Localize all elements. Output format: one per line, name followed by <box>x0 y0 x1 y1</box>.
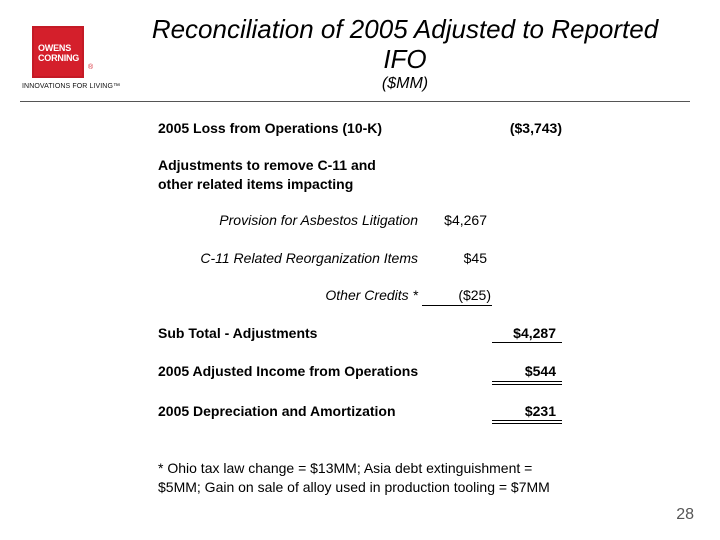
other-credits-underline <box>422 305 492 306</box>
logo-line-1: OWENS <box>38 43 72 53</box>
logo-line-2: CORNING <box>38 53 80 63</box>
dep-amort-double-underline-bottom <box>492 423 562 424</box>
footnote-line-2: $5MM; Gain on sale of alloy used in production tooling = $7MM <box>158 479 550 495</box>
adjusted-income-double-underline-top <box>492 381 562 382</box>
loss-from-ops-label: 2005 Loss from Operations (10-K) <box>158 120 383 136</box>
adjusted-income-value: $544 <box>524 363 556 379</box>
dep-amort-value: $231 <box>524 403 556 419</box>
subtotal-value: $4,287 <box>513 325 556 341</box>
footnote-line-1: * Ohio tax law change = $13MM; Asia debt extinguishment = <box>158 460 533 476</box>
header-divider <box>20 101 690 102</box>
owens-corning-logo <box>22 26 132 92</box>
slide-title: Reconciliation of 2005 Adjusted to Reported IFO <box>151 14 659 74</box>
subtotal-label: Sub Total - Adjustments <box>158 325 318 341</box>
slide-subtitle: ($MM) <box>381 75 429 92</box>
c11-reorg-value: $45 <box>463 250 487 266</box>
dep-amort-label: 2005 Depreciation and Amortization <box>158 403 396 419</box>
dep-amort-double-underline-top <box>492 420 562 421</box>
other-credits-label: Other Credits * <box>325 287 418 303</box>
registered-mark: ® <box>88 64 94 71</box>
adjustments-heading-line-1: Adjustments to remove C-11 and <box>158 157 376 173</box>
adjusted-income-label: 2005 Adjusted Income from Operations <box>158 363 419 379</box>
adjustments-heading-line-2: other related items impacting <box>158 176 354 192</box>
logo-mark <box>32 26 84 78</box>
page-number: 28 <box>676 506 694 523</box>
logo-tagline: INNOVATIONS FOR LIVING™ <box>22 83 121 90</box>
loss-from-ops-value: ($3,743) <box>509 120 562 136</box>
c11-reorg-label: C-11 Related Reorganization Items <box>200 250 418 266</box>
asbestos-value: $4,267 <box>444 212 487 228</box>
other-credits-value: ($25) <box>458 287 491 303</box>
asbestos-label: Provision for Asbestos Litigation <box>219 212 418 228</box>
subtotal-underline <box>492 342 562 343</box>
adjusted-income-double-underline-bottom <box>492 384 562 385</box>
